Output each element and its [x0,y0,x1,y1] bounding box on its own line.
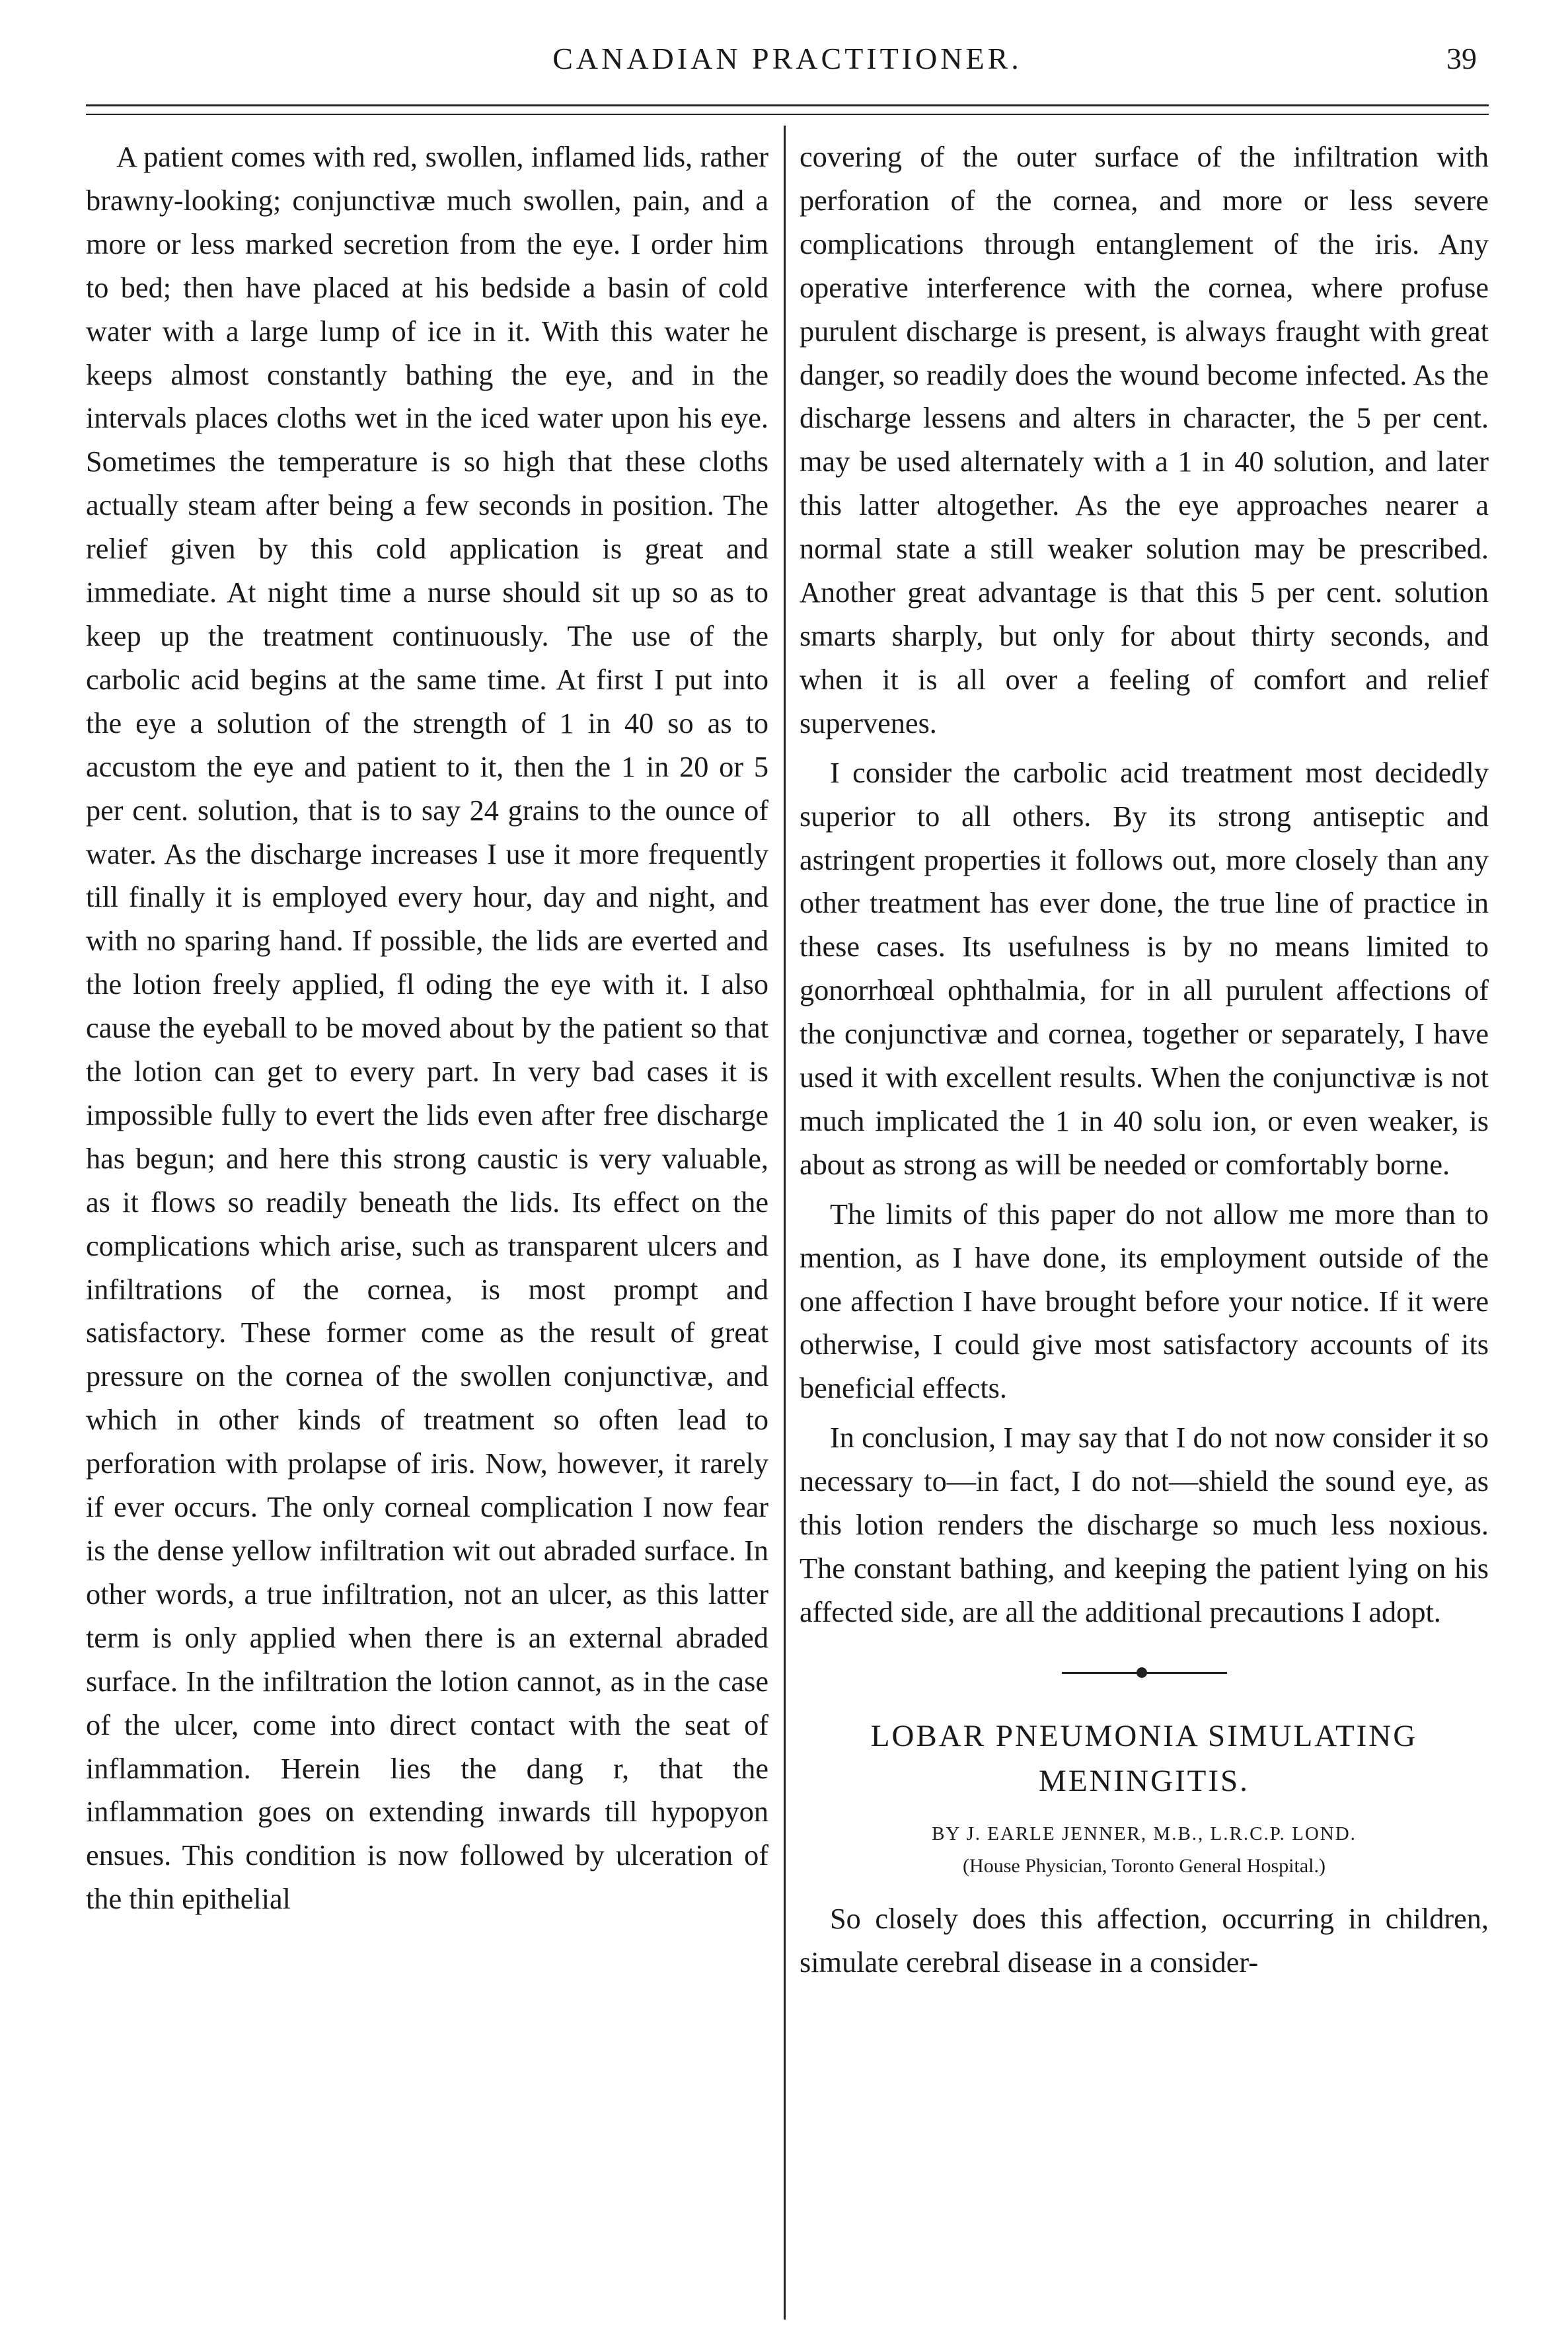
body-paragraph: In conclusion, I may say that I do not now consider it so necessary to—in fact, I do not—shield the sound eye, as this lotion renders the discharge so much less noxious. The constant bathing, and keeping the patient lying on his affected side, are all the additional precautions I adopt. [800,1421,1489,1628]
article-opening-paragraph: So closely does this affection, occurring in children, simulate cerebral disease in a consider- [800,1902,1489,1979]
right-column [800,135,1489,1985]
continued-paragraph: covering of the outer surface of the infiltration with perforation of the cornea, and more or less severe complications through entanglement of the iris. Any operative interference with the cornea, where profuse purulent discharge is present, is always fraught with great danger, so readily does the wound become infected. As the discharge lessens and alters in character, the 5 per cent. may be used alternately with a 1 in 40 solution, and later this latter altogether. As the eye approaches nearer a normal state a still weaker solution may be prescribed. Another great advantage is that this 5 per cent. solution smarts sharply, but only for about thirty seconds, and when it is all over a feeling of comfort and relief supervenes. [800,141,1489,739]
running-title: CANADIAN PRACTITIONER. [552,42,1022,75]
body-paragraph: The limits of this paper do not allow me more than to mention, as I have done, its employment outside of the one affection I have brought before your notice. If it were otherwise, I could give most satisfactory accounts of its beneficial effects. [800,1197,1489,1405]
body-paragraph: I consider the carbolic acid treatment most decidedly superior to all others. By its strong antiseptic and astringent properties it follows out, more closely than any other treatment has ever done, the true line of practice in these cases. Its usefulness is by no means limited to gonorrhœal ophthalmia, for in all purulent affections of the conjunctivæ and cornea, together or separately, I have used it with excellent results. When the conjunctivæ is not much implicated the 1 in 40 solu ion, or even weaker, is about as strong as will be needed or comfortably borne. [800,756,1489,1181]
column-divider [784,126,786,2320]
article-byline: BY J. EARLE JENNER, M.B., L.R.C.P. LOND. [932,1823,1357,1844]
left-column [86,135,768,1921]
section-ornament [1062,1666,1227,1679]
ornament-dot [1137,1667,1147,1678]
page-header [86,41,1489,100]
page-number: 39 [1446,42,1477,75]
author-affiliation: (House Physician, Toronto General Hospital.) [963,1854,1325,1877]
header-rule-thin [86,114,1489,115]
header-rule [86,104,1489,106]
article-title: LOBAR PNEUMONIA SIMULATING MENINGITIS. [870,1718,1418,1798]
body-paragraph: A patient comes with red, swollen, inflamed lids, rather brawny-looking; conjunctivæ much swollen, pain, and a more or less marked secretion from the eye. I order him to bed; then have placed at his bedside a basin of cold water with a large lump of ice in it. With this water he keeps almost constantly bathing the eye, and in the intervals places cloths wet in the iced water upon his eye. Sometimes the temperature is so high that these cloths actually steam after being a few seconds in position. The relief given by this cold application is great and immediate. At night time a nurse should sit up so as to keep up the treatment continuously. The use of the carbolic acid begins at the same time. At first I put into the eye a solution of the strength of 1 in 40 so as to accustom the eye and patient to it, then the 1 in 20 or 5 per cent. solution, that is to say 24 grains to the ounce of water. As the discharge increases I use it more frequently till finally it is employed every hour, day and night, and with no sparing hand. If possible, the lids are everted and the lotion freely applied, fl oding the eye with it. I also cause the eyeball to be moved about by the patient so that the lotion can get to every part. In very bad cases it is impossible fully to evert the lids even after free discharge has begun; and here this strong caustic is very valuable, as it flows so readily beneath the lids. Its effect on the complications which arise, such as transparent ulcers and infiltrations of the cornea, is most prompt and satisfactory. These former come as the result of great pressure on the cornea of the swollen conjunctivæ, and which in other kinds of treatment so often lead to perforation with prolapse of iris. Now, however, it rarely if ever occurs. The only corneal complication I now fear is the dense yellow infiltration wit out abraded surface. In other words, a true infiltration, not an ulcer, as this latter term is only applied when there is an external abraded surface. In the infiltration the lotion cannot, as in the case of the ulcer, come into direct contact with the seat of inflammation. Herein lies the dang r, that the inflammation goes on extending inwards till hypopyon ensues. This condition is now followed by ulceration of the thin epithelial [86,141,768,1916]
